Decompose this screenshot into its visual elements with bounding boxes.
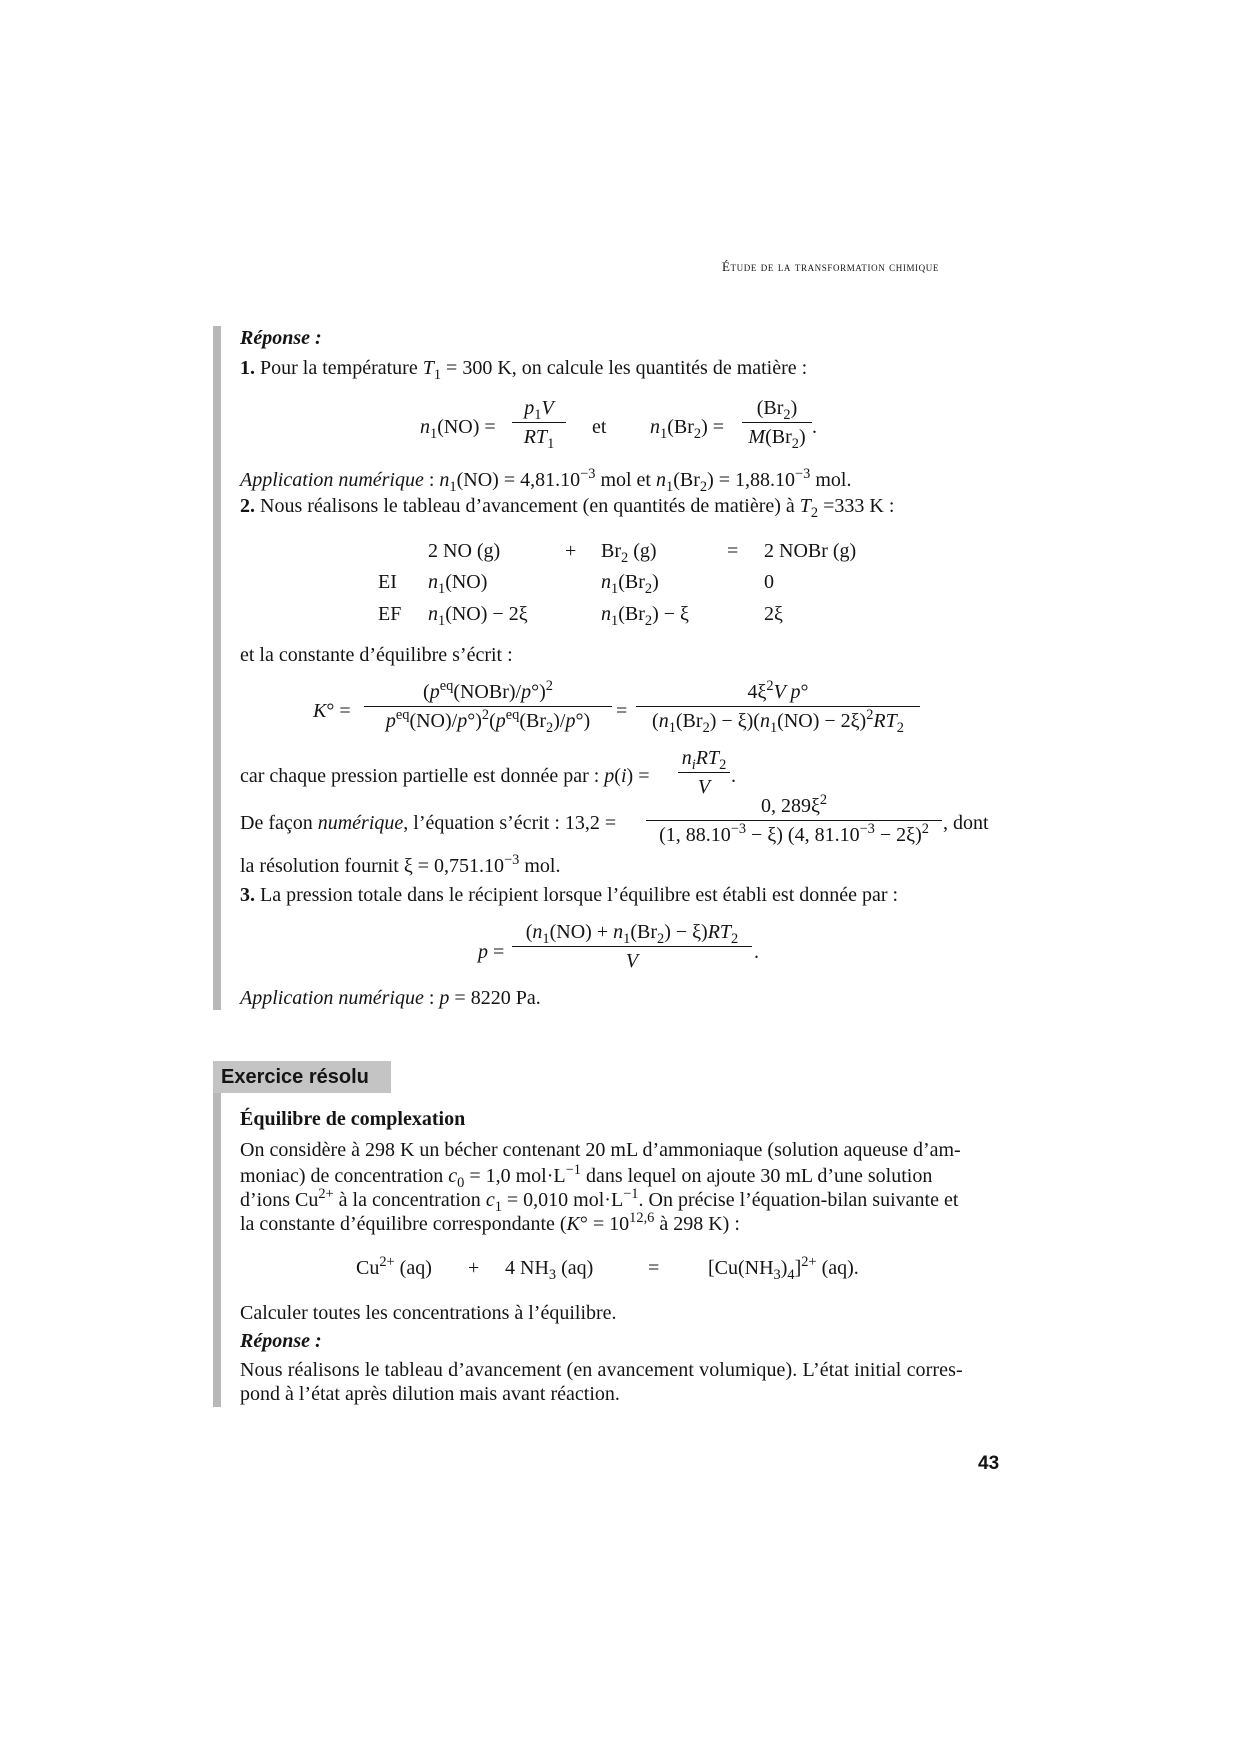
total-pressure-symbol: p = xyxy=(478,941,505,963)
exercise-margin-bar xyxy=(213,1093,221,1407)
table-ei-no: $n_1(NO)$ xyxy=(428,571,488,598)
equation-n1-br2: $n_1(Br_2)$ = xyxy=(650,416,725,443)
table-ei-label: EI xyxy=(378,571,397,593)
exercise-box-label: Exercice résolu xyxy=(213,1061,391,1093)
complex-reaction-nh3: 4 $NH_3$ (aq) xyxy=(505,1257,594,1284)
complex-reaction-plus: + xyxy=(468,1257,480,1279)
complex-reaction-cu: $Cu^{2+}$ (aq) xyxy=(356,1254,432,1279)
question-3-line: 3. La pression totale dans le récipient lorsque l’équilibre est établi est donnée par : xyxy=(240,884,899,906)
table-ef-no: $n_1(NO) - 2\xi$ xyxy=(428,603,528,630)
question-2-number: 2. xyxy=(240,495,255,517)
fraction-p1v-rt1: $\frac{p_1V}{RT_1}$ xyxy=(512,398,566,447)
exercise-para-line-4: la constante d’équilibre correspondante ($K^\circ = 10^{12,6}$ à 298 K) : xyxy=(240,1210,740,1235)
table-ei-br2: $n_1(Br_2)$ xyxy=(601,571,659,598)
application-numerique-1: Application numérique : $n_1(NO) = 4,81.10^{-3}$ mol et $n_1(Br_2) = 1,88.10^{-3}$ mol. xyxy=(240,466,852,496)
complex-reaction-product: $[Cu(NH_3)_4]^{2+}$ (aq). xyxy=(708,1254,859,1284)
total-pressure-fraction: $\frac{(n_1(NO) + n_1(Br_2) - \xi)RT_2}{V}$ xyxy=(512,922,752,971)
table-reaction-no: 2 NO (g) xyxy=(428,540,501,562)
numerical-equation-text: De façon numérique, l’équation s’écrit : 13,2 = xyxy=(240,812,617,834)
resolution-result: la résolution fournit $\xi = 0,751.10^{-3}$ mol. xyxy=(240,852,561,877)
table-ef-nobr: 2ξ xyxy=(764,603,783,625)
k-intro: et la constante d’équilibre s’écrit : xyxy=(240,644,513,666)
page-number: 43 xyxy=(978,1453,1000,1474)
exercise-para-line-3: d’ions $Cu^{2+}$ à la concentration $c_1 = 0,010$ $mol\cdot L^{-1}$. On précise l’équation-bilan suivante et xyxy=(240,1186,959,1216)
equation-separator: et xyxy=(592,416,607,438)
running-header xyxy=(722,260,939,273)
exercise-response-line-2: pond à l’état après dilution mais avant réaction. xyxy=(240,1383,620,1405)
complex-reaction-equals: = xyxy=(648,1257,660,1279)
application-numerique-label: Application numérique xyxy=(240,469,424,491)
exercise-title: Équilibre de complexation xyxy=(240,1108,466,1130)
numerical-dont: , dont xyxy=(943,812,989,834)
k-fraction-extent: $\frac{4\xi^2V p^\circ}{(n_1(Br_2) - \xi)(n_1(NO) - 2\xi)^2RT_2}$ xyxy=(636,682,920,731)
numerical-fraction: $\frac{0, 289\xi^2}{(1, 88.10^{-3} - \xi) (4, 81.10^{-3} - 2\xi)^2}$ xyxy=(646,796,942,845)
response-margin-bar xyxy=(213,326,221,1010)
question-1-line: 1. Pour la température $T_1 = 300$ K, on calcule les quantités de matière : xyxy=(240,357,808,384)
exercise-response-line-1: Nous réalisons le tableau d’avancement (en avancement volumique). L’état initial corres- xyxy=(240,1359,963,1381)
question-3-number: 3. xyxy=(240,884,255,906)
table-reaction-br2: $Br_2$ (g) xyxy=(601,540,657,567)
response-label: Réponse : xyxy=(240,327,322,349)
exercise-para-line-1: On considère à 298 K un bécher contenant 20 mL d’ammoniaque (solution aqueuse d’am- xyxy=(240,1139,961,1161)
table-ei-nobr: 0 xyxy=(764,571,774,593)
equation-n1-no: $n_1(NO)$ = xyxy=(420,416,496,443)
k-symbol: K° = xyxy=(313,700,351,722)
running-header-text: Étude de la transformation chimique xyxy=(722,259,939,274)
k-equals: = xyxy=(616,700,628,722)
partial-pressure-text: car chaque pression partielle est donnée par : p(i) = xyxy=(240,765,650,787)
partial-pressure-fraction: $n_iRT_2$ V xyxy=(678,748,730,797)
exercise-para-line-2: moniac) de concentration $c_0 = 1,0$ $mol\cdot L^{-1}$ dans lequel on ajoute 30 mL d’une solution xyxy=(240,1162,933,1192)
fraction-br2-mbr2: $\frac{(Br_2)}{M(Br_2)}$ xyxy=(742,398,812,447)
table-reaction-nobr: 2 NOBr (g) xyxy=(764,540,857,562)
table-reaction-plus: + xyxy=(565,540,577,562)
question-2-line: 2. Nous réalisons le tableau d’avancement (en quantités de matière) à $T_2 =333$ K : xyxy=(240,495,895,522)
table-ef-br2: $n_1(Br_2) - \xi$ xyxy=(601,603,689,630)
exercise-response-label: Réponse : xyxy=(240,1330,322,1352)
table-ef-label: EF xyxy=(378,603,402,625)
table-reaction-equals: = xyxy=(727,540,739,562)
question-1-number: 1. xyxy=(240,357,255,379)
exercise-question: Calculer toutes les concentrations à l’équilibre. xyxy=(240,1302,617,1324)
application-numerique-3: Application numérique : p = 8220 Pa. xyxy=(240,987,541,1009)
k-fraction-pressures: $(p^{eq}(NOBr)/p^\circ)^2$ $p^{eq}(NO)/p^\circ)^2(p^{eq}(Br_2)/p^\circ)$ xyxy=(364,682,612,731)
